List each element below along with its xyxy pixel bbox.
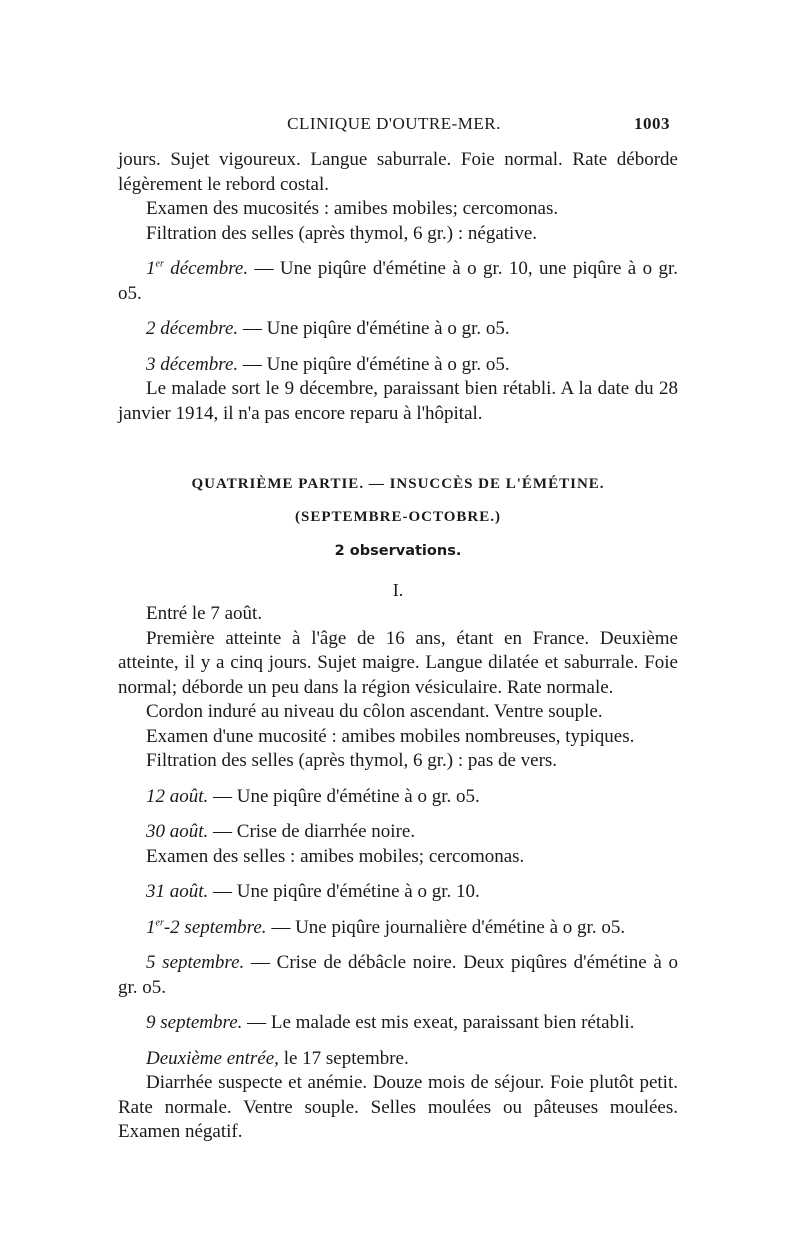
entry-text: — Une piqûre d'émétine à o gr. 10. xyxy=(208,881,480,902)
paragraph: Filtration des selles (après thymol, 6 gr.) : négative. xyxy=(146,222,538,244)
paragraph: Diarrhée suspecte et anémie. Douze mois de séjour. Foie plutôt petit. Rate normale. Ventre souple. Selles moulées ou pâteuses moulées. Examen négatif. xyxy=(118,1072,678,1142)
entry-date: Deuxième entrée, xyxy=(146,1047,279,1069)
dated-entry xyxy=(118,317,678,342)
page-body xyxy=(118,148,678,1145)
entry-text: le 17 septembre. xyxy=(278,1047,409,1069)
entry-text: — Une piqûre d'émétine à o gr. o5. xyxy=(208,785,480,807)
entry-date: 2 décembre. xyxy=(146,318,239,339)
entry-text: — Une piqûre d'émétine à o gr. o5. xyxy=(238,353,510,375)
entry-date: 12 août. xyxy=(146,785,209,807)
entry-date: 5 septembre. xyxy=(146,952,245,973)
paragraph: Cordon induré au niveau du côlon ascendant. Ventre souple. xyxy=(146,701,603,722)
page-number: 1003 xyxy=(634,114,670,133)
observation-number: I. xyxy=(392,579,404,600)
paragraph: jours. Sujet vigoureux. Langue saburrale. Foie normal. Rate déborde légèrement le rebord costal. xyxy=(118,149,678,195)
paragraph: Examen des selles : amibes mobiles; cercomonas. xyxy=(146,845,525,867)
dated-entry xyxy=(118,257,678,306)
entry-date: 3 décembre. xyxy=(146,353,239,375)
dated-entry xyxy=(118,916,678,941)
entry-text: — Une piqûre d'émétine à o gr. o5. xyxy=(238,318,510,339)
dated-entry xyxy=(118,785,678,810)
observations-count: 2 observations. xyxy=(334,543,462,559)
entry-date: 1er décembre. xyxy=(146,258,249,279)
entry-date: 31 août. xyxy=(146,881,209,902)
dated-entry xyxy=(118,1011,678,1036)
entry-text: — Une piqûre journalière d'émétine à o gr. o5. xyxy=(266,916,626,938)
running-header xyxy=(118,114,670,144)
entry-text: — Crise de diarrhée noire. xyxy=(208,821,416,842)
paragraph: Examen des mucosités : amibes mobiles; cercomonas. xyxy=(146,198,559,219)
paragraph: Première atteinte à l'âge de 16 ans, étant en France. Deuxième atteinte, il y a cinq jours. Sujet maigre. Langue dilatée et saburrale. Foie normal; déborde un peu dans la région vésiculaire. Rate normale. xyxy=(118,627,678,698)
dated-entry xyxy=(118,820,678,845)
entry-date: 9 septembre. xyxy=(146,1012,243,1033)
section-subheading: (SEPTEMBRE-OCTOBRE.) xyxy=(295,508,501,525)
entry-date: 30 août. xyxy=(146,821,209,842)
entry-text: — Crise de débâcle noire. Deux piqûres d'émétine à o gr. o5. xyxy=(118,952,678,998)
section-heading: QUATRIÈME PARTIE. — INSUCCÈS DE L'ÉMÉTINE. xyxy=(191,476,605,492)
paragraph: Le malade sort le 9 décembre, paraissant bien rétabli. A la date du 28 janvier 1914, il n'a pas encore reparu à l'hôpital. xyxy=(118,378,678,424)
paragraph: Examen d'une mucosité : amibes mobiles nombreuses, typiques. xyxy=(146,725,635,747)
paragraph: Filtration des selles (après thymol, 6 gr.) : pas de vers. xyxy=(146,750,558,771)
paragraph: Entré le 7 août. xyxy=(146,603,263,624)
entry-date: 1er-2 septembre. xyxy=(146,916,267,938)
dated-entry xyxy=(118,353,678,378)
dated-entry xyxy=(118,1047,678,1072)
running-title: CLINIQUE D'OUTRE-MER. xyxy=(287,114,501,133)
dated-entry xyxy=(118,880,678,905)
entry-text: — Une piqûre d'émétine à o gr. 10, une piqûre à o gr. o5. xyxy=(118,258,678,304)
entry-text: — Le malade est mis exeat, paraissant bien rétabli. xyxy=(242,1012,635,1033)
dated-entry xyxy=(118,951,678,1000)
